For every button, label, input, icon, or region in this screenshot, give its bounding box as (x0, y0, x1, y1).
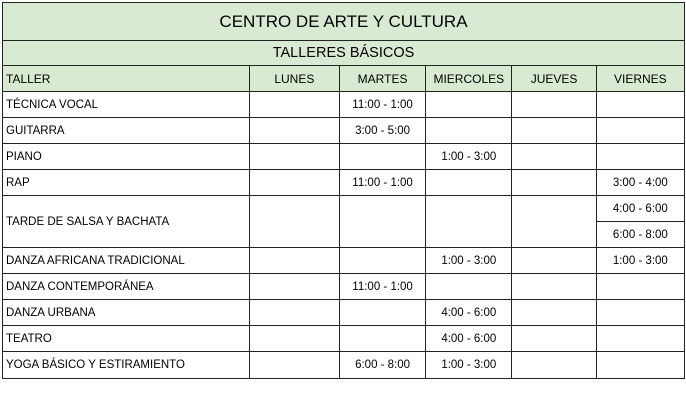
cell-lunes (249, 92, 339, 118)
cell-jueves (512, 300, 596, 326)
header-taller: TALLER (3, 66, 250, 92)
taller-name: DANZA CONTEMPORÁNEA (3, 274, 250, 300)
taller-name: GUITARRA (3, 118, 250, 144)
cell-martes (339, 196, 425, 248)
cell-miercoles (426, 196, 512, 248)
table-row (3, 170, 685, 196)
cell-lunes (249, 170, 339, 196)
cell-martes: 3:00 - 5:00 (339, 118, 425, 144)
table-row (3, 118, 685, 144)
header-martes: MARTES (339, 66, 425, 92)
taller-name: DANZA URBANA (3, 300, 250, 326)
cell-martes (339, 144, 425, 170)
cell-viernes (596, 92, 684, 118)
cell-martes (339, 326, 425, 352)
cell-viernes: 6:00 - 8:00 (596, 222, 684, 248)
taller-name: RAP (3, 170, 250, 196)
cell-viernes (596, 326, 684, 352)
taller-name: DANZA AFRICANA TRADICIONAL (3, 248, 250, 274)
cell-miercoles: 4:00 - 6:00 (426, 326, 512, 352)
cell-jueves (512, 144, 596, 170)
cell-martes: 11:00 - 1:00 (339, 274, 425, 300)
table-row (3, 196, 685, 222)
taller-name: PIANO (3, 144, 250, 170)
cell-viernes: 4:00 - 6:00 (596, 196, 684, 222)
table-row (3, 274, 685, 300)
title-row (3, 3, 685, 41)
cell-miercoles (426, 274, 512, 300)
cell-viernes (596, 274, 684, 300)
taller-name: YOGA BÁSICO Y ESTIRAMIENTO (3, 352, 250, 379)
cell-lunes (249, 274, 339, 300)
header-viernes: VIERNES (596, 66, 684, 92)
cell-jueves (512, 118, 596, 144)
table-row (3, 352, 685, 379)
cell-miercoles: 4:00 - 6:00 (426, 300, 512, 326)
cell-lunes (249, 248, 339, 274)
subtitle-row (3, 41, 685, 66)
header-lunes: LUNES (249, 66, 339, 92)
cell-miercoles: 1:00 - 3:00 (426, 352, 512, 379)
cell-jueves (512, 274, 596, 300)
cell-miercoles: 1:00 - 3:00 (426, 144, 512, 170)
cell-viernes (596, 300, 684, 326)
cell-martes (339, 248, 425, 274)
cell-lunes (249, 144, 339, 170)
taller-name: TÉCNICA VOCAL (3, 92, 250, 118)
cell-viernes: 3:00 - 4:00 (596, 170, 684, 196)
cell-lunes (249, 352, 339, 379)
cell-martes: 11:00 - 1:00 (339, 92, 425, 118)
table-row (3, 248, 685, 274)
schedule-table (2, 2, 685, 379)
cell-jueves (512, 170, 596, 196)
cell-miercoles (426, 170, 512, 196)
cell-martes: 6:00 - 8:00 (339, 352, 425, 379)
cell-jueves (512, 196, 596, 248)
table-row (3, 92, 685, 118)
cell-lunes (249, 300, 339, 326)
cell-jueves (512, 92, 596, 118)
header-row (3, 66, 685, 92)
cell-viernes (596, 118, 684, 144)
cell-martes: 11:00 - 1:00 (339, 170, 425, 196)
table-row (3, 326, 685, 352)
cell-lunes (249, 326, 339, 352)
cell-jueves (512, 248, 596, 274)
header-jueves: JUEVES (512, 66, 596, 92)
table-row (3, 300, 685, 326)
cell-miercoles (426, 118, 512, 144)
cell-viernes (596, 352, 684, 379)
section-subtitle: TALLERES BÁSICOS (3, 41, 685, 66)
cell-jueves (512, 352, 596, 379)
cell-lunes (249, 118, 339, 144)
cell-viernes: 1:00 - 3:00 (596, 248, 684, 274)
taller-name: TEATRO (3, 326, 250, 352)
page-title: CENTRO DE ARTE Y CULTURA (3, 3, 685, 41)
cell-miercoles (426, 92, 512, 118)
table-row (3, 144, 685, 170)
cell-lunes (249, 196, 339, 248)
cell-jueves (512, 326, 596, 352)
taller-name: TARDE DE SALSA Y BACHATA (3, 196, 250, 248)
cell-martes (339, 300, 425, 326)
cell-viernes (596, 144, 684, 170)
header-miercoles: MIERCOLES (426, 66, 512, 92)
cell-miercoles: 1:00 - 3:00 (426, 248, 512, 274)
